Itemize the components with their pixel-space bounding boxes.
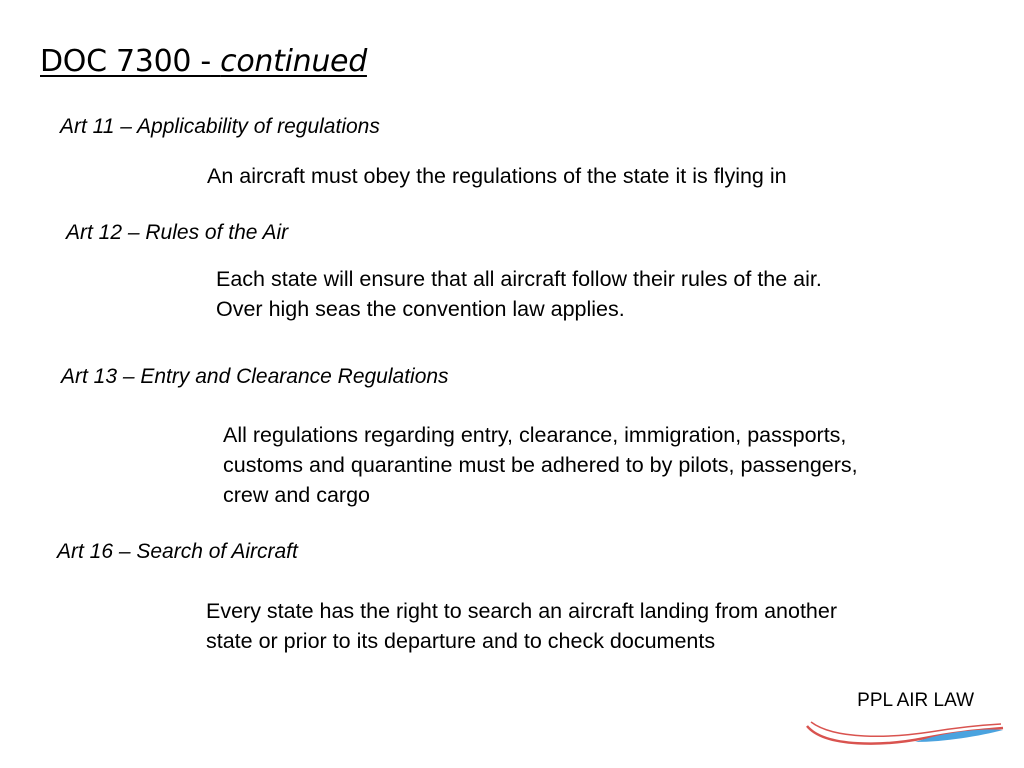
slide-title: [40, 44, 367, 79]
article-heading-11: Art 11 – Applicability of regulations: [60, 115, 380, 138]
article-body-line: customs and quarantine must be adhered to by pilots, passengers,: [223, 453, 858, 477]
article-heading-16: Art 16 – Search of Aircraft: [57, 540, 298, 563]
article-body-line: All regulations regarding entry, clearance, immigration, passports,: [223, 423, 847, 447]
article-body-line: Every state has the right to search an aircraft landing from another: [206, 599, 837, 623]
swoosh-logo-icon: [805, 712, 1005, 752]
slide-title-main: DOC 7300 -: [40, 44, 221, 79]
article-body-13: [223, 420, 858, 510]
article-body-line: state or prior to its departure and to check documents: [206, 629, 716, 653]
article-body-line: An aircraft must obey the regulations of the state it is flying in: [207, 164, 787, 188]
article-body-12: [216, 264, 822, 324]
article-body-11: [207, 161, 787, 191]
footer-label: PPL AIR LAW: [857, 690, 974, 711]
slide-title-italic: continued: [220, 44, 367, 79]
article-body-line: crew and cargo: [223, 483, 370, 507]
article-heading-12: Art 12 – Rules of the Air: [66, 221, 289, 244]
article-body-line: Over high seas the convention law applies.: [216, 297, 625, 321]
article-heading-13: Art 13 – Entry and Clearance Regulations: [61, 365, 449, 388]
article-body-line: Each state will ensure that all aircraft follow their rules of the air.: [216, 267, 822, 291]
article-body-16: [206, 596, 837, 656]
